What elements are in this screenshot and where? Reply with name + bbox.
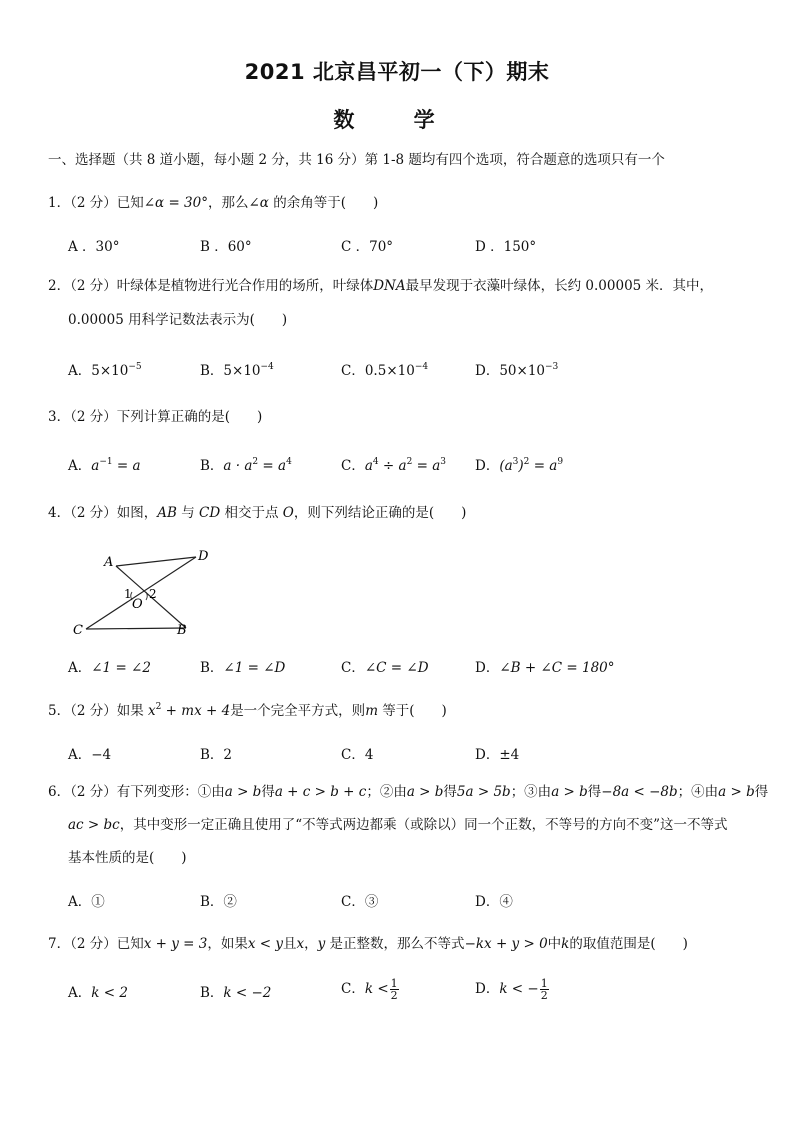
option-a[interactable]: [68, 457, 141, 475]
math-expression: y: [317, 936, 326, 952]
math-expression: ÷ a: [378, 458, 407, 474]
question-text: 最早发现于衣藻叶绿体，长约 0.00005 米．其中，: [405, 278, 714, 294]
question-text: 得: [443, 784, 457, 800]
angle-label-2: 2: [149, 587, 157, 601]
option-label: C ．: [341, 239, 370, 255]
option-d[interactable]: [475, 978, 550, 1001]
option-value: ∠C = ∠D: [364, 660, 429, 676]
option-d[interactable]: [475, 659, 615, 677]
math-expression: x: [148, 703, 156, 719]
math-expression: x: [296, 936, 305, 952]
question-2: [48, 277, 713, 295]
question-6-line-3: 基本性质的是( ): [68, 850, 187, 866]
exponent: 3: [440, 457, 447, 467]
option-c[interactable]: [341, 362, 428, 380]
option-c[interactable]: [341, 978, 400, 1001]
option-value: 0.5×10: [364, 363, 415, 379]
exponent: −4: [414, 362, 429, 372]
question-score: （2 分）: [70, 784, 117, 800]
option-a[interactable]: [68, 238, 119, 256]
option-d[interactable]: [475, 362, 558, 380]
option-label: A．: [68, 747, 92, 763]
option-a[interactable]: [68, 362, 142, 380]
point-label-b: B: [177, 623, 187, 638]
math-expression: ac > bc: [68, 817, 120, 833]
question-1: [48, 194, 378, 212]
option-label: B．: [200, 985, 224, 1001]
fraction-numerator: 1: [540, 977, 548, 990]
option-label: A．: [68, 660, 92, 676]
option-value: k < −: [499, 981, 539, 997]
question-text: ；③由: [510, 784, 552, 800]
math-expression: = a: [258, 458, 287, 474]
exponent: 3: [512, 457, 519, 467]
question-6-line-2: [68, 816, 728, 834]
option-label: B．: [200, 894, 224, 910]
option-label: D ．: [475, 239, 504, 255]
exponent: −4: [260, 362, 274, 372]
question-number: 5．: [48, 703, 71, 719]
question-text: 如图，: [116, 505, 158, 521]
math-expression: ∠α: [248, 195, 269, 211]
option-d[interactable]: [475, 746, 519, 764]
option-b[interactable]: [200, 659, 285, 677]
point-label-o: O: [132, 597, 143, 612]
option-value: 70°: [369, 239, 394, 255]
option-value: 50×10: [499, 363, 545, 379]
math-expression: AB: [157, 505, 177, 521]
segment-cb: [86, 628, 186, 629]
question-2-line-2: 0.00005 用科学记数法表示为( ): [68, 312, 288, 328]
math-expression: a: [364, 458, 373, 474]
math-expression: a > b: [551, 784, 588, 800]
option-c[interactable]: [341, 746, 373, 764]
option-b[interactable]: [200, 984, 271, 1002]
option-a[interactable]: [68, 893, 105, 911]
math-expression: (a: [499, 458, 513, 474]
math-expression: a: [91, 458, 100, 474]
math-expression: k: [561, 936, 570, 952]
option-value: k < −2: [223, 985, 272, 1001]
question-score: （2 分）: [70, 505, 117, 521]
question-number: 1．: [48, 195, 71, 211]
question-text: ，: [304, 936, 318, 952]
question-number: 2．: [48, 278, 71, 294]
question-text: 的余角等于( ): [268, 195, 379, 211]
angle-label-1: 1: [124, 587, 132, 601]
fraction-denominator: 2: [540, 989, 548, 1002]
question-7: [48, 935, 688, 953]
option-b[interactable]: [200, 362, 274, 380]
question-score: （2 分）: [70, 936, 117, 952]
option-value: k < 2: [91, 985, 128, 1001]
question-text: 已知: [116, 936, 144, 952]
option-label: D．: [475, 747, 500, 763]
option-label: B ．: [200, 239, 228, 255]
option-value: ①: [91, 894, 105, 910]
question-number: 7．: [48, 936, 71, 952]
exponent: 2: [155, 702, 162, 712]
exponent: 2: [252, 457, 259, 467]
question-text: 相交于点: [220, 505, 283, 521]
option-value: ∠1 = ∠D: [223, 660, 286, 676]
option-value: ∠B + ∠C = 180°: [499, 660, 615, 676]
option-value: ∠1 = ∠2: [91, 660, 151, 676]
question-text: ，则下列结论正确的是( ): [293, 505, 467, 521]
math-expression: x < y: [247, 936, 283, 952]
math-expression: DNA: [373, 278, 406, 294]
option-value: ②: [223, 894, 237, 910]
math-expression: = a: [529, 458, 558, 474]
math-expression: x + y = 3: [143, 936, 208, 952]
math-expression: a > b: [718, 784, 755, 800]
fraction-numerator: 1: [390, 977, 398, 990]
option-label: A．: [68, 363, 92, 379]
math-expression: a > b: [406, 784, 444, 800]
exponent: 2: [523, 457, 530, 467]
option-a[interactable]: [68, 659, 151, 677]
question-text: 是正整数，那么不等式: [325, 936, 465, 952]
option-c[interactable]: [341, 238, 393, 256]
option-label: D．: [475, 894, 500, 910]
math-expression: a · a: [223, 458, 253, 474]
option-label: C．: [341, 981, 365, 997]
option-a[interactable]: [68, 984, 128, 1002]
option-b[interactable]: [200, 746, 232, 764]
math-expression: 5a > 5b: [456, 784, 511, 800]
option-value: 150°: [503, 239, 537, 255]
exponent: −1: [99, 457, 113, 467]
option-value: 5×10: [223, 363, 261, 379]
question-text: ，如果: [207, 936, 248, 952]
question-score: （2 分）: [70, 703, 117, 719]
question-text: ，其中变形一定正确且使用了“不等式两边都乘（或除以）同一个正数，不等号的方向不变”这一不等式: [119, 817, 728, 833]
segment-cd: [86, 557, 196, 629]
option-label: A．: [68, 894, 92, 910]
option-c[interactable]: [341, 893, 378, 911]
option-label: A ．: [68, 239, 96, 255]
exponent: 4: [286, 457, 292, 467]
fraction: [540, 978, 549, 1001]
question-number: 4．: [48, 505, 71, 521]
option-value: ±4: [499, 747, 520, 763]
option-value: 30°: [95, 239, 120, 255]
question-text: ；②由: [366, 784, 407, 800]
page-title: 2021 北京昌平初一（下）期末: [244, 60, 550, 84]
question-text: ；④由: [677, 784, 719, 800]
option-label: C．: [341, 747, 365, 763]
question-number: 3．: [48, 409, 71, 425]
math-expression: m: [365, 703, 378, 719]
option-b[interactable]: [200, 893, 237, 911]
point-label-c: C: [73, 623, 83, 638]
question-text: 已知: [116, 195, 144, 211]
option-label: C．: [341, 458, 365, 474]
question-text: 下列计算正确的是( ): [116, 409, 263, 425]
question-5: [48, 702, 447, 720]
option-value: ③: [364, 894, 379, 910]
option-label: A．: [68, 458, 92, 474]
option-value: ④: [499, 894, 513, 910]
question-score: （2 分）: [70, 278, 117, 294]
fraction-denominator: 2: [390, 989, 398, 1002]
math-expression: −8a < −8b: [601, 784, 678, 800]
option-label: D．: [475, 660, 500, 676]
option-d[interactable]: [475, 238, 536, 256]
option-label: C．: [341, 894, 365, 910]
question-text: 是一个完全平方式，则: [230, 703, 366, 719]
math-expression: = a: [412, 458, 441, 474]
option-b[interactable]: [200, 238, 252, 256]
option-label: C．: [341, 660, 365, 676]
exponent: −3: [545, 362, 559, 372]
option-label: D．: [475, 458, 500, 474]
question-text: 等于( ): [378, 703, 447, 719]
exponent: 4: [372, 457, 379, 467]
option-value: −4: [91, 747, 112, 763]
option-label: C．: [341, 363, 365, 379]
question-text: 得: [754, 784, 769, 800]
option-label: B．: [200, 747, 224, 763]
math-expression: + mx + 4: [161, 703, 231, 719]
math-expression: a + c > b + c: [274, 784, 367, 800]
math-expression: a > b: [224, 784, 262, 800]
option-value: 2: [223, 747, 233, 763]
question-text: 如果: [116, 703, 149, 719]
point-label-a: A: [104, 555, 114, 570]
option-b[interactable]: [200, 457, 292, 475]
question-text: 的取值范围是( ): [569, 936, 688, 952]
option-d[interactable]: [475, 457, 563, 475]
question-text: 且: [283, 936, 297, 952]
option-d[interactable]: [475, 893, 513, 911]
section-heading: 一、选择题（共 8 道小题，每小题 2 分，共 16 分）第 1-8 题均有四个选项，符合题意的选项只有一个: [48, 152, 665, 168]
option-value: k <: [364, 981, 389, 997]
point-label-d: D: [198, 549, 209, 564]
option-value: 5×10: [91, 363, 129, 379]
question-4: [48, 504, 466, 522]
option-a[interactable]: [68, 746, 111, 764]
option-label: B．: [200, 458, 224, 474]
math-expression: ): [518, 458, 524, 474]
option-value: 60°: [227, 239, 252, 255]
option-c[interactable]: [341, 457, 446, 475]
option-value: 4: [364, 747, 374, 763]
math-expression: ∠α = 30°: [143, 195, 208, 211]
question-6: [48, 783, 768, 801]
exponent: 9: [557, 457, 564, 467]
question-3: [48, 408, 262, 426]
exponent: −5: [128, 362, 142, 372]
question-text: 得: [587, 784, 602, 800]
fraction: [390, 978, 399, 1001]
geometry-figure: [66, 544, 209, 644]
question-text: ，那么: [208, 195, 249, 211]
math-expression: −kx + y > 0: [464, 936, 548, 952]
subject-title: 数 学: [333, 108, 461, 132]
question-text: 与: [176, 505, 199, 521]
question-score: （2 分）: [70, 195, 117, 211]
option-label: D．: [475, 363, 500, 379]
math-expression: CD: [199, 505, 221, 521]
question-text: 有下列变形：①由: [116, 784, 225, 800]
option-c[interactable]: [341, 659, 429, 677]
question-text: 得: [261, 784, 275, 800]
option-label: D．: [475, 981, 500, 997]
option-label: A．: [68, 985, 92, 1001]
option-label: B．: [200, 660, 224, 676]
exponent: 2: [406, 457, 413, 467]
question-score: （2 分）: [70, 409, 117, 425]
math-expression: = a: [112, 458, 141, 474]
question-text: 叶绿体是植物进行光合作用的场所，叶绿体: [116, 278, 374, 294]
question-number: 6．: [48, 784, 71, 800]
option-label: B．: [200, 363, 224, 379]
question-text: 中: [547, 936, 562, 952]
math-expression: O: [282, 505, 294, 521]
